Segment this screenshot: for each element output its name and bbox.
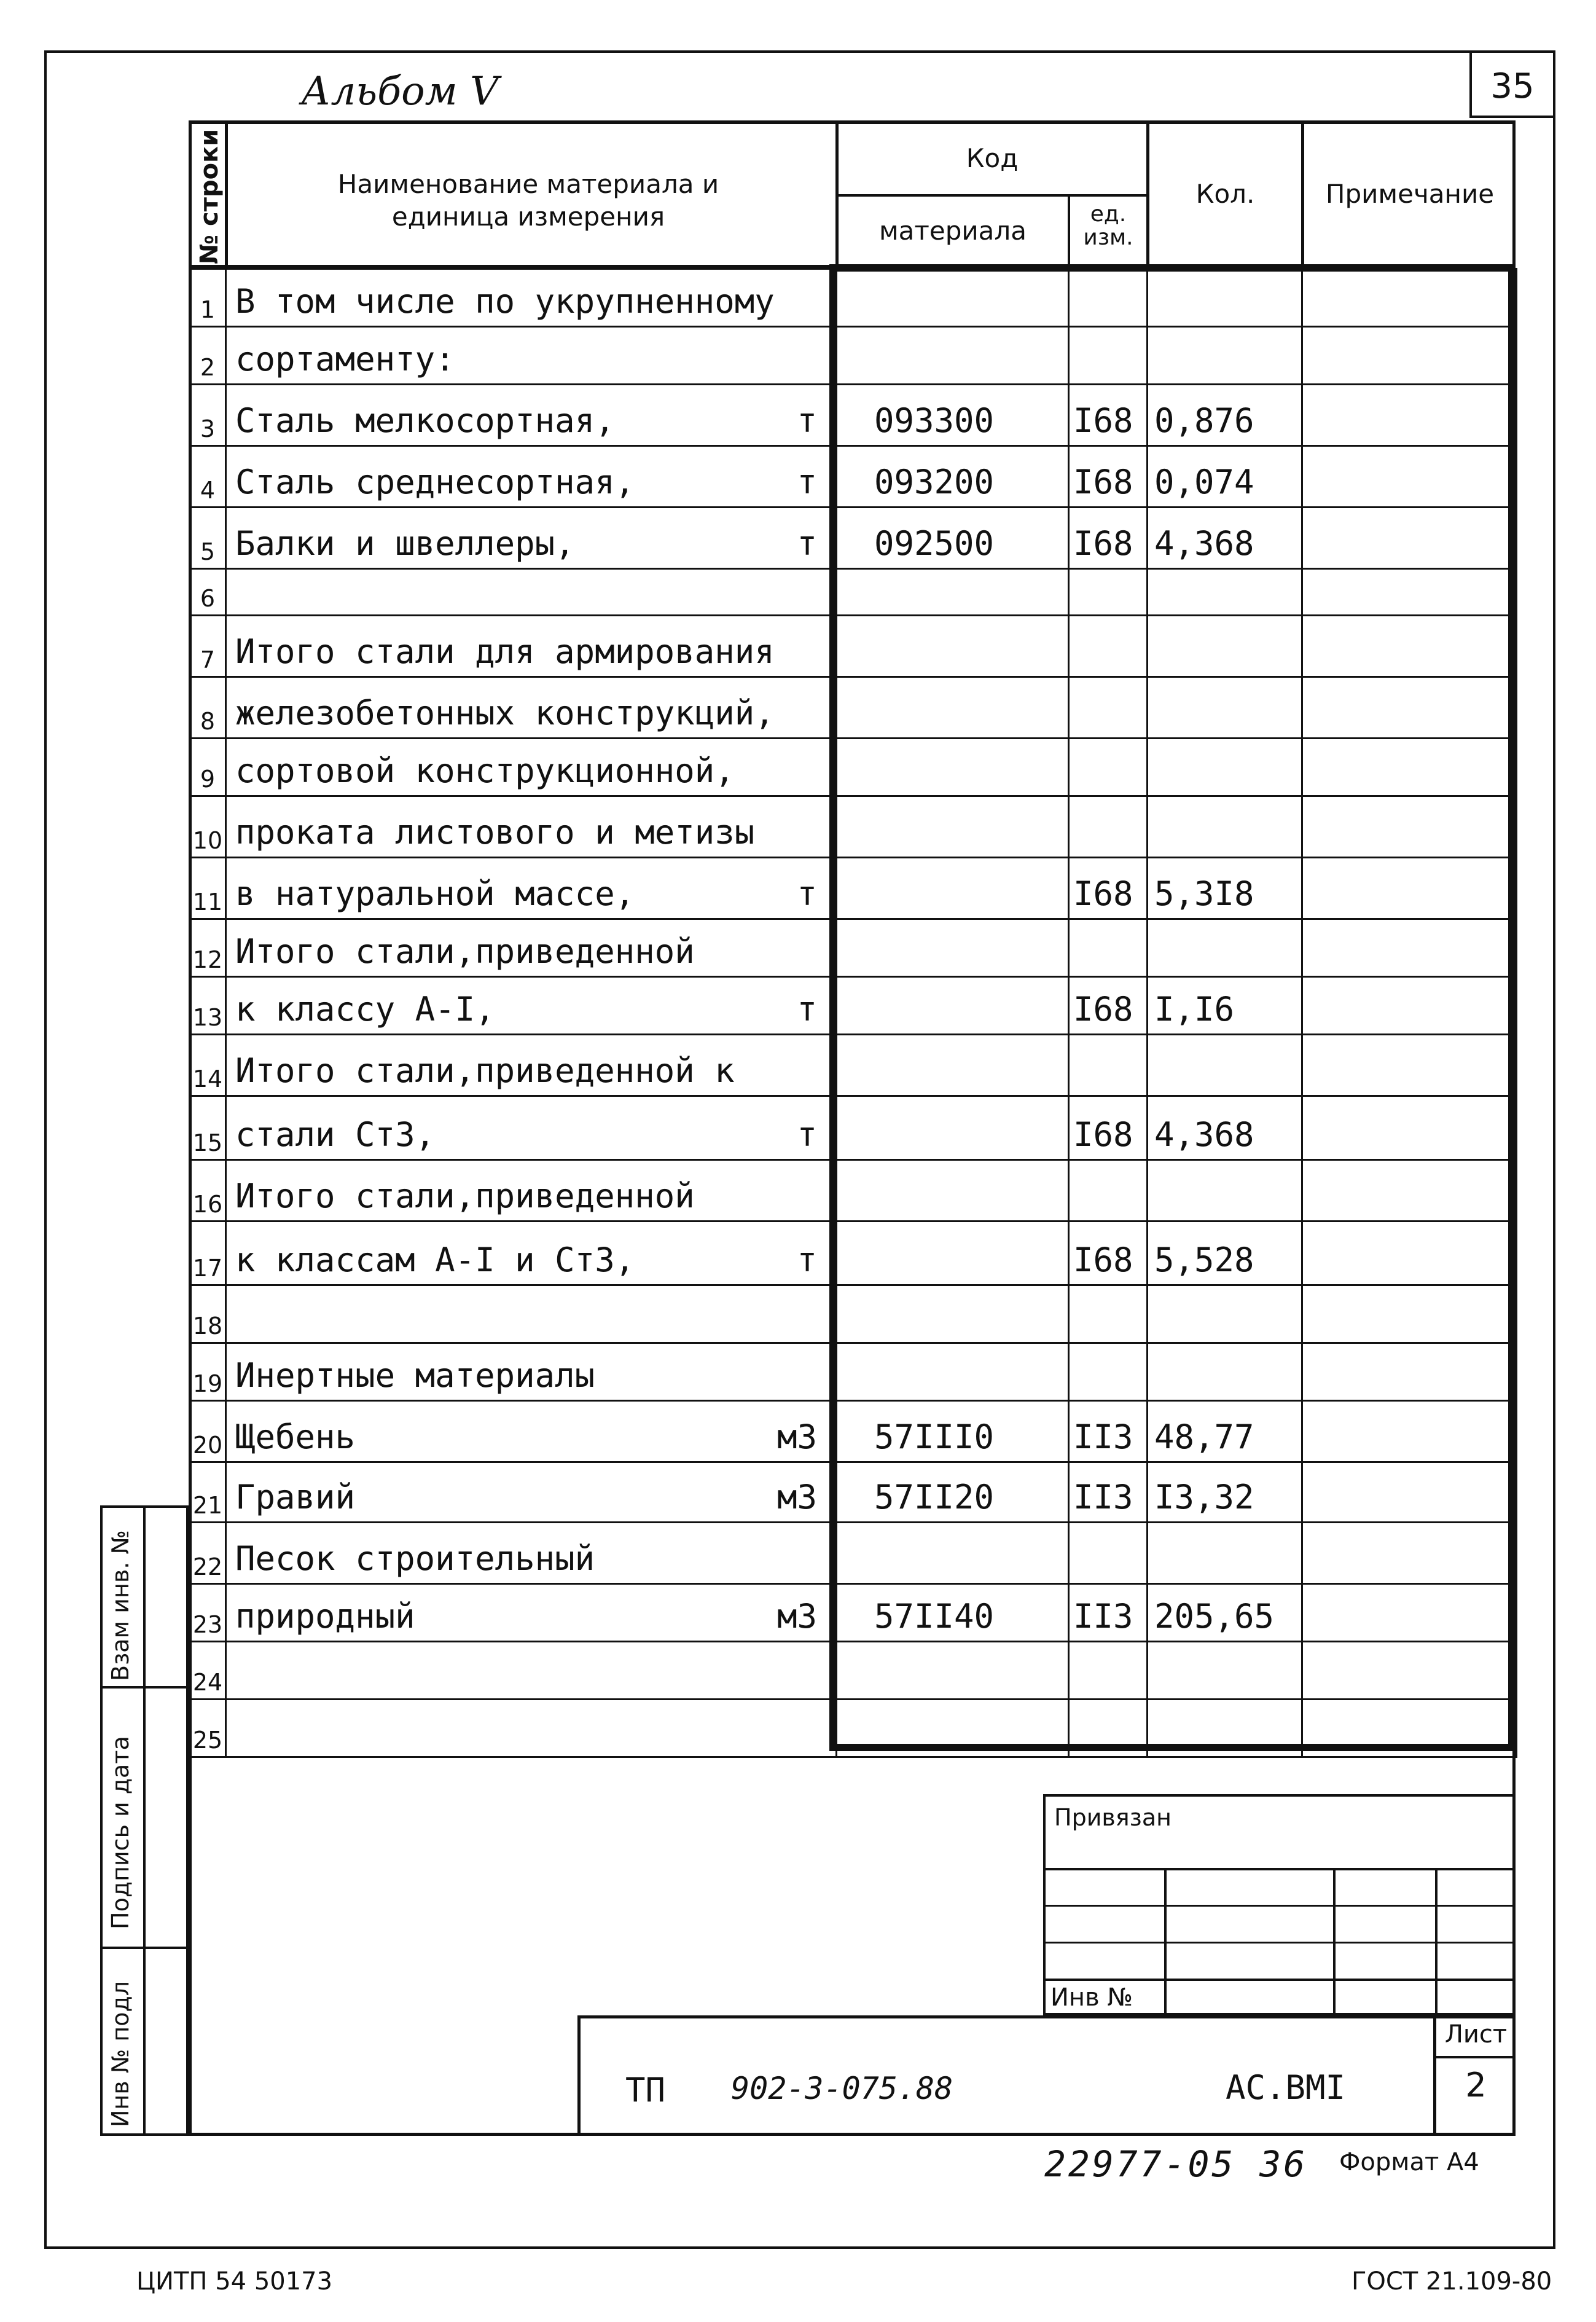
material-unit: м3 [776,1418,817,1456]
material-code: 57III0 [837,1401,1069,1462]
material-name: Итого стали,приведенной [235,932,695,971]
material-name: в натуральной массе, [235,874,635,913]
row-number: 22 [190,1523,226,1584]
unit-code: II3 [1069,1584,1148,1642]
row-number: 2 [190,327,226,385]
tp-label: ТП [625,2071,666,2109]
header-code-unit: ед. изм. [1083,202,1133,250]
material-name: проката листового и метизы [235,813,755,852]
header-code: Код [966,143,1019,173]
stamp-number: 22977-05 36 [1044,2143,1308,2185]
row-number: 18 [190,1285,226,1343]
material-code: 092500 [837,508,1069,569]
unit-code: I68 [1069,385,1148,446]
material-unit: т [797,1115,817,1154]
material-name: природный [235,1597,415,1636]
material-unit: т [797,1241,817,1279]
material-name: Щебень [235,1418,356,1456]
header-row-number: № строки [195,128,224,264]
row-number: 20 [190,1401,226,1462]
quantity: 4,368 [1148,508,1302,569]
unit-code: I68 [1069,977,1148,1035]
row-number: 1 [190,269,226,327]
side-vzam-inv: Взам инв. № [107,1530,134,1681]
material-name: Итого стали для армирования [235,632,775,671]
quantity: I,I6 [1148,977,1302,1035]
material-unit: м3 [776,1597,817,1636]
material-unit: т [797,401,817,440]
row-number: 24 [190,1642,226,1700]
album-title: Альбом V [301,69,499,114]
material-name: Песок строительный [235,1539,595,1578]
material-name: к классам А-I и Ст3, [235,1241,635,1279]
privyazan-label: Привязан [1054,1804,1172,1831]
row-number: 3 [190,385,226,446]
material-code: 093300 [837,385,1069,446]
material-name: к классу А-I, [235,990,495,1029]
side-podpis-data: Подпись и дата [107,1736,134,1929]
page-number: 35 [1490,66,1535,106]
material-unit: т [797,524,817,563]
material-name-cell [226,1700,837,1757]
material-name-cell [226,1401,837,1462]
quantity: 5,3I8 [1148,858,1302,919]
material-name: стали Ст3, [235,1115,436,1154]
material-name-cell [226,1523,837,1584]
row-number: 12 [190,919,226,977]
row-number: 8 [190,677,226,739]
unit-code: II3 [1069,1462,1148,1523]
row-number: 5 [190,508,226,569]
gost: ГОСТ 21.109-80 [1352,2267,1552,2296]
material-name-cell [226,327,837,385]
row-number: 9 [190,739,226,796]
material-unit: м3 [776,1478,817,1516]
material-name-cell [226,569,837,616]
unit-code: I68 [1069,1096,1148,1160]
material-name: Инертные материалы [235,1356,595,1395]
title-stamp [577,2015,1516,2136]
side-inv-podl: Инв № подл [107,1980,134,2127]
material-name-cell [226,677,837,739]
material-name-cell [226,269,837,327]
unit-code: I68 [1069,1222,1148,1285]
material-code: 093200 [837,446,1069,508]
row-number: 23 [190,1584,226,1642]
row-number: 17 [190,1222,226,1285]
row-number: 25 [190,1700,226,1757]
material-name-cell [226,977,837,1035]
inv-no-label: Инв № [1050,1983,1133,2012]
material-unit: т [797,874,817,913]
material-name: В том числе по укрупненному [235,282,775,321]
material-name-cell [226,1035,837,1096]
material-name-cell [226,796,837,858]
list-value: 2 [1465,2066,1487,2104]
unit-code: I68 [1069,446,1148,508]
row-number: 11 [190,858,226,919]
row-number: 10 [190,796,226,858]
quantity: 205,65 [1148,1584,1302,1642]
material-name: сортовой конструкционной, [235,751,735,790]
material-name-cell [226,1160,837,1222]
row-number: 15 [190,1096,226,1160]
quantity: 4,368 [1148,1096,1302,1160]
material-name-cell [226,1642,837,1700]
material-name-cell [226,1096,837,1160]
material-name-cell [226,858,837,919]
row-number: 4 [190,446,226,508]
material-name-cell [226,739,837,796]
publisher: ЦИТП 54 50173 [136,2267,333,2296]
material-name-cell [226,1285,837,1343]
material-code: 57II40 [837,1584,1069,1642]
header-note: Примечание [1325,179,1495,209]
quantity: 48,77 [1148,1401,1302,1462]
material-name-cell [226,1343,837,1401]
material-name-cell [226,1462,837,1523]
material-name-cell [226,385,837,446]
material-name: сортаменту: [235,340,455,379]
code-columns-box [829,264,1516,1751]
material-name: железобетонных конструкций, [235,694,775,732]
format-label: Формат А4 [1339,2148,1479,2176]
material-name: Итого стали,приведенной [235,1177,695,1215]
row-number: 14 [190,1035,226,1096]
header-code-material: материала [878,216,1027,246]
row-number: 13 [190,977,226,1035]
quantity: 0,876 [1148,385,1302,446]
material-name: Итого стали,приведенной к [235,1051,735,1090]
row-number: 6 [190,569,226,616]
material-name: Сталь среднесортная, [235,463,635,501]
row-number: 7 [190,616,226,677]
material-name-cell [226,1222,837,1285]
unit-code: I68 [1069,858,1148,919]
material-name-cell [226,508,837,569]
doc-code: АС.ВМI [1226,2068,1346,2107]
material-name: Сталь мелкосортная, [235,401,615,440]
material-name: Гравий [235,1478,356,1516]
quantity: 5,528 [1148,1222,1302,1285]
material-name-cell [226,1584,837,1642]
unit-code: I68 [1069,508,1148,569]
material-name-cell [226,919,837,977]
material-name-cell [226,446,837,508]
quantity: 0,074 [1148,446,1302,508]
material-name-cell [226,616,837,677]
material-name: Балки и швеллеры, [235,524,575,563]
row-number: 19 [190,1343,226,1401]
quantity: I3,32 [1148,1462,1302,1523]
header-name: Наименование материала и единица измерения [337,169,719,232]
row-number: 16 [190,1160,226,1222]
material-unit: т [797,990,817,1029]
header-quantity: Кол. [1195,179,1255,209]
material-code: 57II20 [837,1462,1069,1523]
list-label: Лист [1444,2020,1508,2049]
row-number: 21 [190,1462,226,1523]
unit-code: II3 [1069,1401,1148,1462]
project-number: 902-3-075.88 [731,2071,953,2106]
material-unit: т [797,463,817,501]
